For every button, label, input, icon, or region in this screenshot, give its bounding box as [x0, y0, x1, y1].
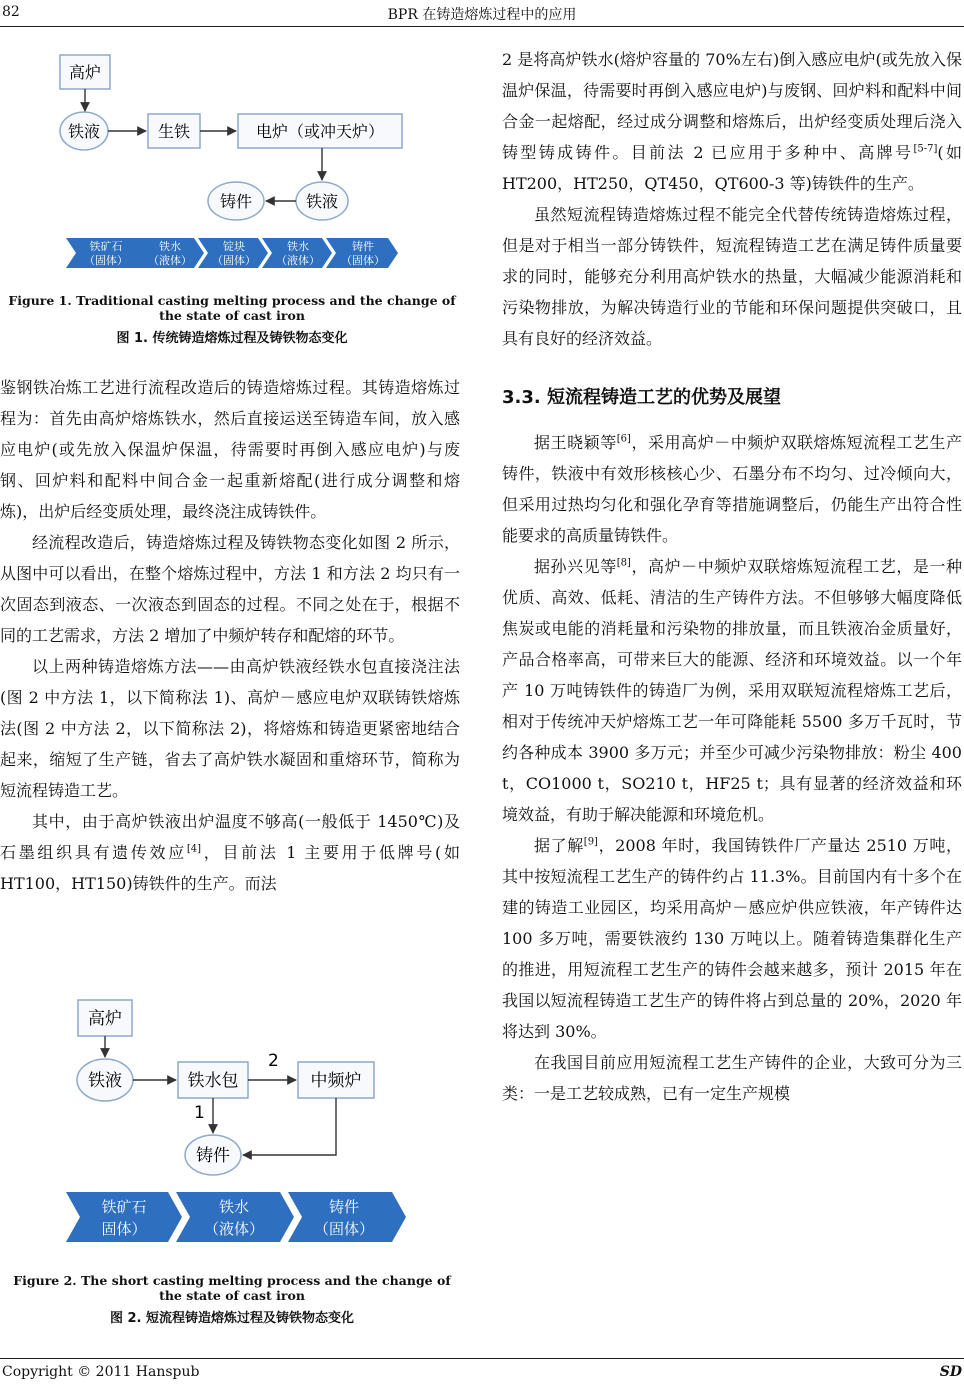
figure-2	[0, 990, 470, 1330]
state-5-l2: （固体）	[341, 254, 385, 267]
left-paragraph-4	[0, 806, 460, 899]
state-4-l1: 铁水	[287, 240, 309, 253]
right-p1-text-b: (如 HT200，HT250，QT450，QT600-3 等)铸铁件的生产。	[502, 143, 962, 193]
right-p1-text-a: 2 是将高炉铁水(熔炉容量的 70%左右)倒入感应电炉(或先放入保温炉保温，待需要时再倒入感应电炉)与废钢、回炉料和配料中间合金一起熔配，经过成分调整和熔炼后，出炉经变质处理后浇入铸型铸成铸件。目前法 2 已应用于多种中、高牌号	[502, 50, 962, 162]
left-paragraph-2: 经流程改造后，铸造熔炼过程及铸铁物态变化如图 2 所示，从图中可以看出，在整个熔炼过程中，方法 1 和方法 2 均只有一次固态到液态、一次液态到固态的过程。不同之处在于，根据不同的工艺需求，方法 2 增加了中频炉转存和配熔的环节。	[0, 533, 460, 645]
right-p4-text-a: 据孙兴见等	[534, 557, 617, 576]
f2-state-2-l1: 铁水	[218, 1198, 250, 1216]
figure-1-caption-zh: 图 1. 传统铸造熔炼过程及铸铁物态变化	[116, 331, 348, 346]
header-rule	[0, 26, 964, 27]
left-paragraph-3: 以上两种铸造熔炼方法——由高炉铁液经铁水包直接浇注法(图 2 中方法 1，以下简称法 1)、高炉－感应电炉双联铸铁熔炼法(图 2 中方法 2，以下简称法 2)，将熔炼和铸造更紧密地结合起来，缩短了生产链，省去了高炉铁水凝固和重熔环节，简称为短流程铸造工艺。	[0, 657, 460, 800]
figure-1	[0, 40, 470, 346]
right-paragraph-3	[502, 427, 962, 551]
node-molten-iron-label: 铁液	[67, 122, 101, 141]
right-column	[502, 44, 962, 1109]
figure-1-caption-en: Figure 1. Traditional casting melting process and the change of the state of cast iron	[8, 293, 456, 323]
right-paragraph-5	[502, 830, 962, 1047]
page-number: 82	[2, 4, 20, 20]
state-3-l1: 锭块	[223, 240, 245, 253]
figure-1-diagram	[0, 40, 470, 280]
f2-arrow-5	[243, 1098, 336, 1155]
right-p4-text-b: ，高炉－中频炉双联熔炼短流程工艺，是一种优质、高效、低耗、清洁的生产铸件方法。不但够够大幅度降低焦炭或电能的消耗量和污染物的排放量，而且铁液冶金质量好，产品合格率高，可带来巨大的能源、经济和环境效益。以一个年产 10 万吨铸铁件的铸造厂为例，采用双联短流程熔炼工艺后，相对于传统冲天炉熔炼工艺一年可降能耗 5500 多万千瓦时，节约各种成本 3900 多万元；并至少可减少污染物排放：粉尘 400 t，CO1000 t，SO210 t，HF25 t；具有显著的经济效益和环境效益，有助于解决能源和环境危机。	[502, 557, 962, 824]
f2-state-3-l2: （固体）	[313, 1220, 375, 1238]
citation-8: [8]	[616, 557, 631, 569]
left-p4-text-a: 其中，由于高炉铁液出炉温度不够高(一般低于 1450℃)及石墨组织具有遗传效应	[0, 812, 460, 862]
node-casting-label: 铸件	[219, 192, 253, 211]
copyright: Copyright © 2011 Hanspub	[2, 1364, 200, 1380]
f2-node-blast-furnace-label: 高炉	[88, 1009, 122, 1029]
f2-method-1-label: 1	[194, 1103, 205, 1123]
figure-2-caption-en: Figure 2. The short casting melting process and the change of the state of cast iron	[13, 1273, 451, 1303]
f2-node-ladle-label: 铁水包	[187, 1071, 239, 1091]
right-paragraph-1	[502, 44, 962, 199]
section-heading-3-3: 3.3. 短流程铸造工艺的优势及展望	[502, 387, 781, 408]
f2-node-mf-furnace-label: 中频炉	[310, 1071, 362, 1091]
node-blast-furnace-label: 高炉	[68, 63, 102, 82]
node-molten-iron-2-label: 铁液	[305, 192, 339, 211]
state-3-l2: （固体）	[212, 254, 256, 267]
figure-2-caption-zh: 图 2. 短流程铸造熔炼过程及铸铁物态变化	[109, 1311, 355, 1326]
f2-method-2-label: 2	[268, 1051, 279, 1071]
citation-5-7: [5-7]	[913, 143, 938, 155]
f2-state-1-l1: 铁矿石	[101, 1198, 147, 1216]
f2-state-1-l2: 固体）	[101, 1220, 147, 1238]
state-1-l1: 铁矿石	[89, 240, 123, 253]
state-4-l2: （液体）	[276, 254, 320, 267]
left-column	[0, 372, 460, 899]
state-1-l2: （固体）	[84, 254, 128, 267]
citation-4: [4]	[186, 843, 202, 855]
f2-node-molten-iron-label: 铁液	[88, 1071, 122, 1091]
right-p5-text-a: 据了解	[534, 836, 584, 855]
state-2-l1: 铁水	[159, 240, 181, 253]
right-paragraph-2: 虽然短流程铸造熔炼过程不能完全代替传统铸造熔炼过程，但是对于相当一部分铸铁件，短流程铸造工艺在满足铸件质量要求的同时，能够充分利用高炉铁水的热量，大幅减少能源消耗和污染物排放，为解决铸造行业的节能和环保问题提供突破口，且具有良好的经济效益。	[502, 205, 962, 348]
f2-state-2-l2: （液体）	[203, 1220, 265, 1238]
node-furnace-label: 电炉（或冲天炉）	[255, 122, 385, 141]
citation-6: [6]	[616, 433, 631, 445]
f2-node-casting-label: 铸件	[196, 1146, 230, 1166]
citation-9: [9]	[583, 836, 598, 848]
right-p3-text-a: 据王晓颖等	[534, 433, 617, 452]
node-pig-iron-label: 生铁	[157, 122, 191, 141]
right-p5-text-b: ，2008 年时，我国铸铁件厂产量达 2510 万吨，其中按短流程工艺生产的铸件约占 11.3%。目前国内有十多个在建的铸造工业园区，均采用高炉－感应炉供应铁液，年产铸件达 100 多万吨，需要铁液约 130 万吨以上。随着铸造集群化生产的推进，用短流程工艺生产的铸件会越来越多，预计 2015 年在我国以短流程铸造工艺生产的铸件将占到总量的 20%，2020 年将达到 30%。	[502, 836, 962, 1041]
right-paragraph-6: 在我国目前应用短流程工艺生产铸件的企业，大致可分为三类：一是工艺较成熟，已有一定生产规模	[502, 1053, 962, 1103]
running-title: BPR 在铸造熔炼过程中的应用	[387, 7, 577, 23]
f2-state-3-l1: 铸件	[328, 1198, 360, 1216]
left-p4-text-b: ，目前法 1 主要用于低牌号(如 HT100，HT150)铸铁件的生产。而法	[0, 843, 460, 893]
figure-2-diagram	[0, 990, 470, 1262]
state-2-l2: （液体）	[148, 254, 192, 267]
state-5-l1: 铸件	[352, 240, 374, 253]
right-paragraph-4	[502, 551, 962, 830]
page-header	[0, 4, 964, 26]
footer-rule	[0, 1358, 964, 1359]
right-p3-text-b: ，采用高炉－中频炉双联熔炼短流程工艺生产铸件，铁液中有效形核核心少、石墨分布不均匀、过冷倾向大，但采用过热均匀化和强化孕育等措施调整后，仍能生产出符合性能要求的高质量铸铁件。	[502, 433, 962, 545]
left-paragraph-1: 鉴钢铁冶炼工艺进行流程改造后的铸造熔炼过程。其铸造熔炼过程为：首先由高炉熔炼铁水，然后直接运送至铸造车间，放入感应电炉(或先放入保温炉保温，待需要时再倒入感应电炉)与废钢、回炉料和配料中间合金一起重新熔配(进行成分调整和熔炼)，出炉后经变质处理，最终浇注成铸铁件。	[0, 378, 460, 521]
journal-abbrev: SD	[939, 1364, 962, 1380]
